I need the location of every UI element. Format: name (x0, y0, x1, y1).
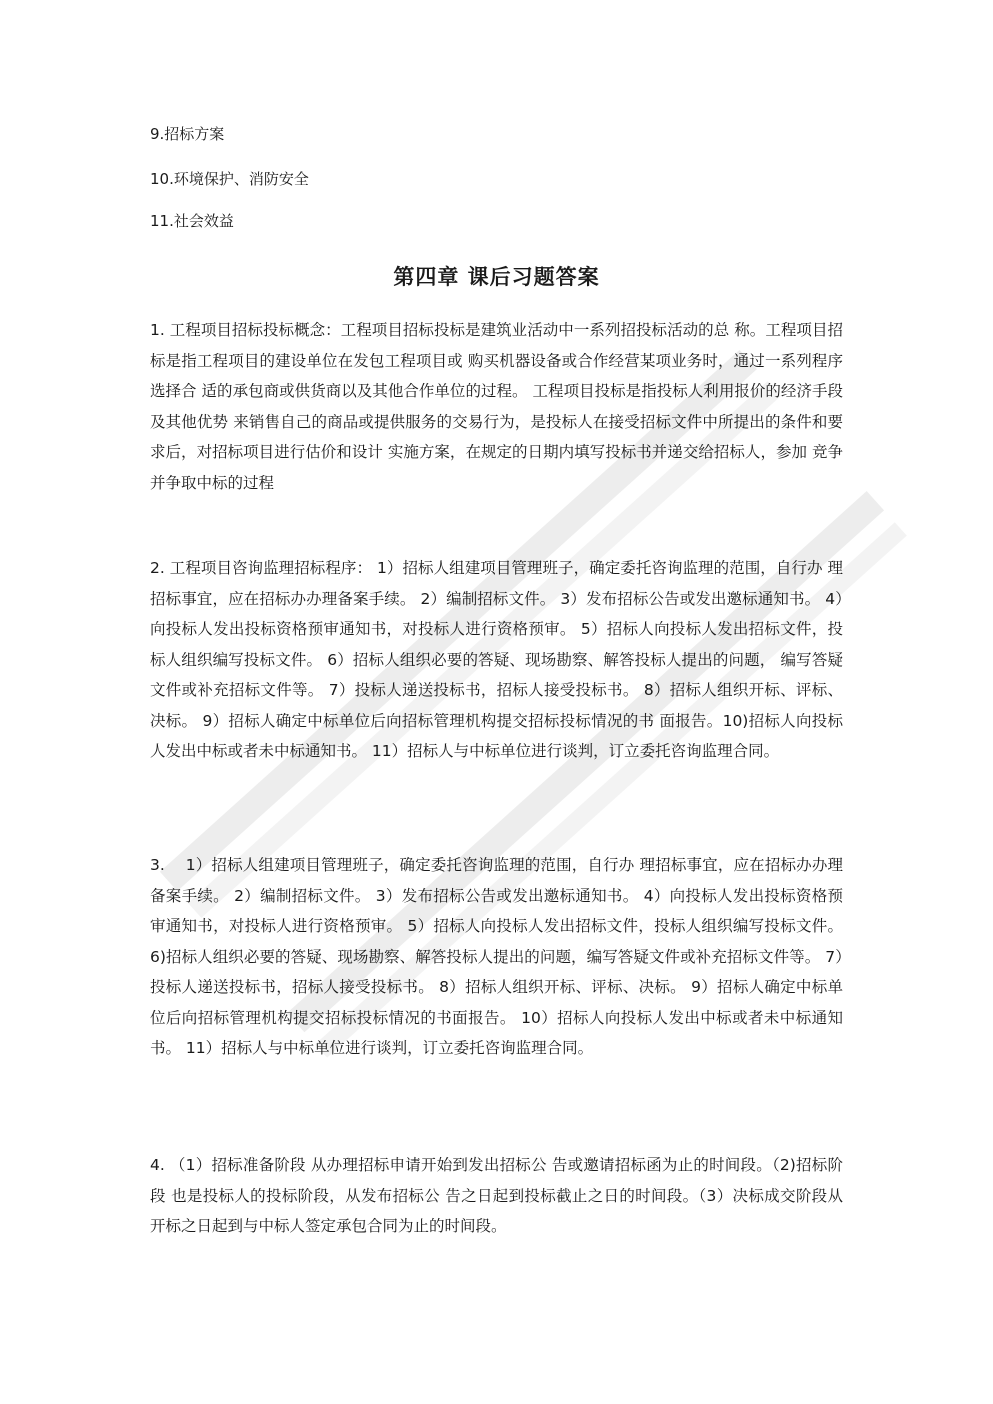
chapter-title: 第四章 课后习题答案 (393, 265, 600, 289)
list-item: 11.社会效益 (150, 212, 234, 230)
list-item: 10.环境保护、消防安全 (150, 170, 309, 188)
list-item: 9.招标方案 (150, 125, 225, 143)
answer-paragraph-4: 4. （1）招标准备阶段 从办理招标申请开始到发出招标公 告或邀请招标函为止的时间段。（2)招标阶段 也是投标人的投标阶段，从发布招标公 告之日起到投标截止之日的时间段。（3）决标成交阶段从开标之日起到与中标人签定承包合同为止的时间段。 (150, 1156, 843, 1235)
answer-paragraph-3: 3. 1）招标人组建项目管理班子，确定委托咨询监理的范围，自行办 理招标事宜，应在招标办办理备案手续。 2）编制招标文件。 3）发布招标公告或发出邀标通知书。 4）向投标人发出投标资格预审通知书，对投标人进行资格预审。 5）招标人向投标人发出招标文件，投标人组织编写投标文件。 6)招标人组织必要的答疑、现场勘察、解答投标人提出的问题，编写答疑文件或补充招标文件等。 7）投标人递送投标书，招标人接受投标书。 8）招标人组织开标、评标、决标。 9）招标人确定中标单位后向招标管理机构提交招标投标情况的书面报告。 10）招标人向投标人发出中标或者未中标通知书。 11）招标人与中标单位进行谈判，订立委托咨询监理合同。 (150, 856, 843, 1057)
answer-paragraph-2: 2. 工程项目咨询监理招标程序： 1）招标人组建项目管理班子，确定委托咨询监理的范围，自行办 理招标事宜，应在招标办办理备案手续。 2）编制招标文件。 3）发布招标公告或发出邀标通知书。 4）向投标人发出投标资格预审通知书，对投标人进行资格预审。 5）招标人向投标人发出招标文件，投标人组织编写投标文件。 6）招标人组织必要的答疑、现场勘察、解答投标人提出的问题， 编写答疑文件或补充招标文件等。 7）投标人递送投标书，招标人接受投标书。 8）招标人组织开标、评标、决标。 9）招标人确定中标单位后向招标管理机构提交招标投标情况的书 面报告。10)招标人向投标人发出中标或者未中标通知书。 11）招标人与中标单位进行谈判，订立委托咨询监理合同。 (150, 559, 843, 760)
answer-paragraph-1: 1. 工程项目招标投标概念：工程项目招标投标是建筑业活动中一系列招投标活动的总 称。工程项目招标是指工程项目的建设单位在发包工程项目或 购买机器设备或合作经营某项业务时，通过一系列程序选择合 适的承包商或供货商以及其他合作单位的过程。 工程项目投标是指投标人利用报价的经济手段及其他优势 来销售自己的商品或提供服务的交易行为，是投标人在接受招标文件中所提出的条件和要求后，对招标项目进行估价和设计 实施方案，在规定的日期内填写投标书并递交给招标人，参加 竞争并争取中标的过程 (150, 321, 843, 492)
